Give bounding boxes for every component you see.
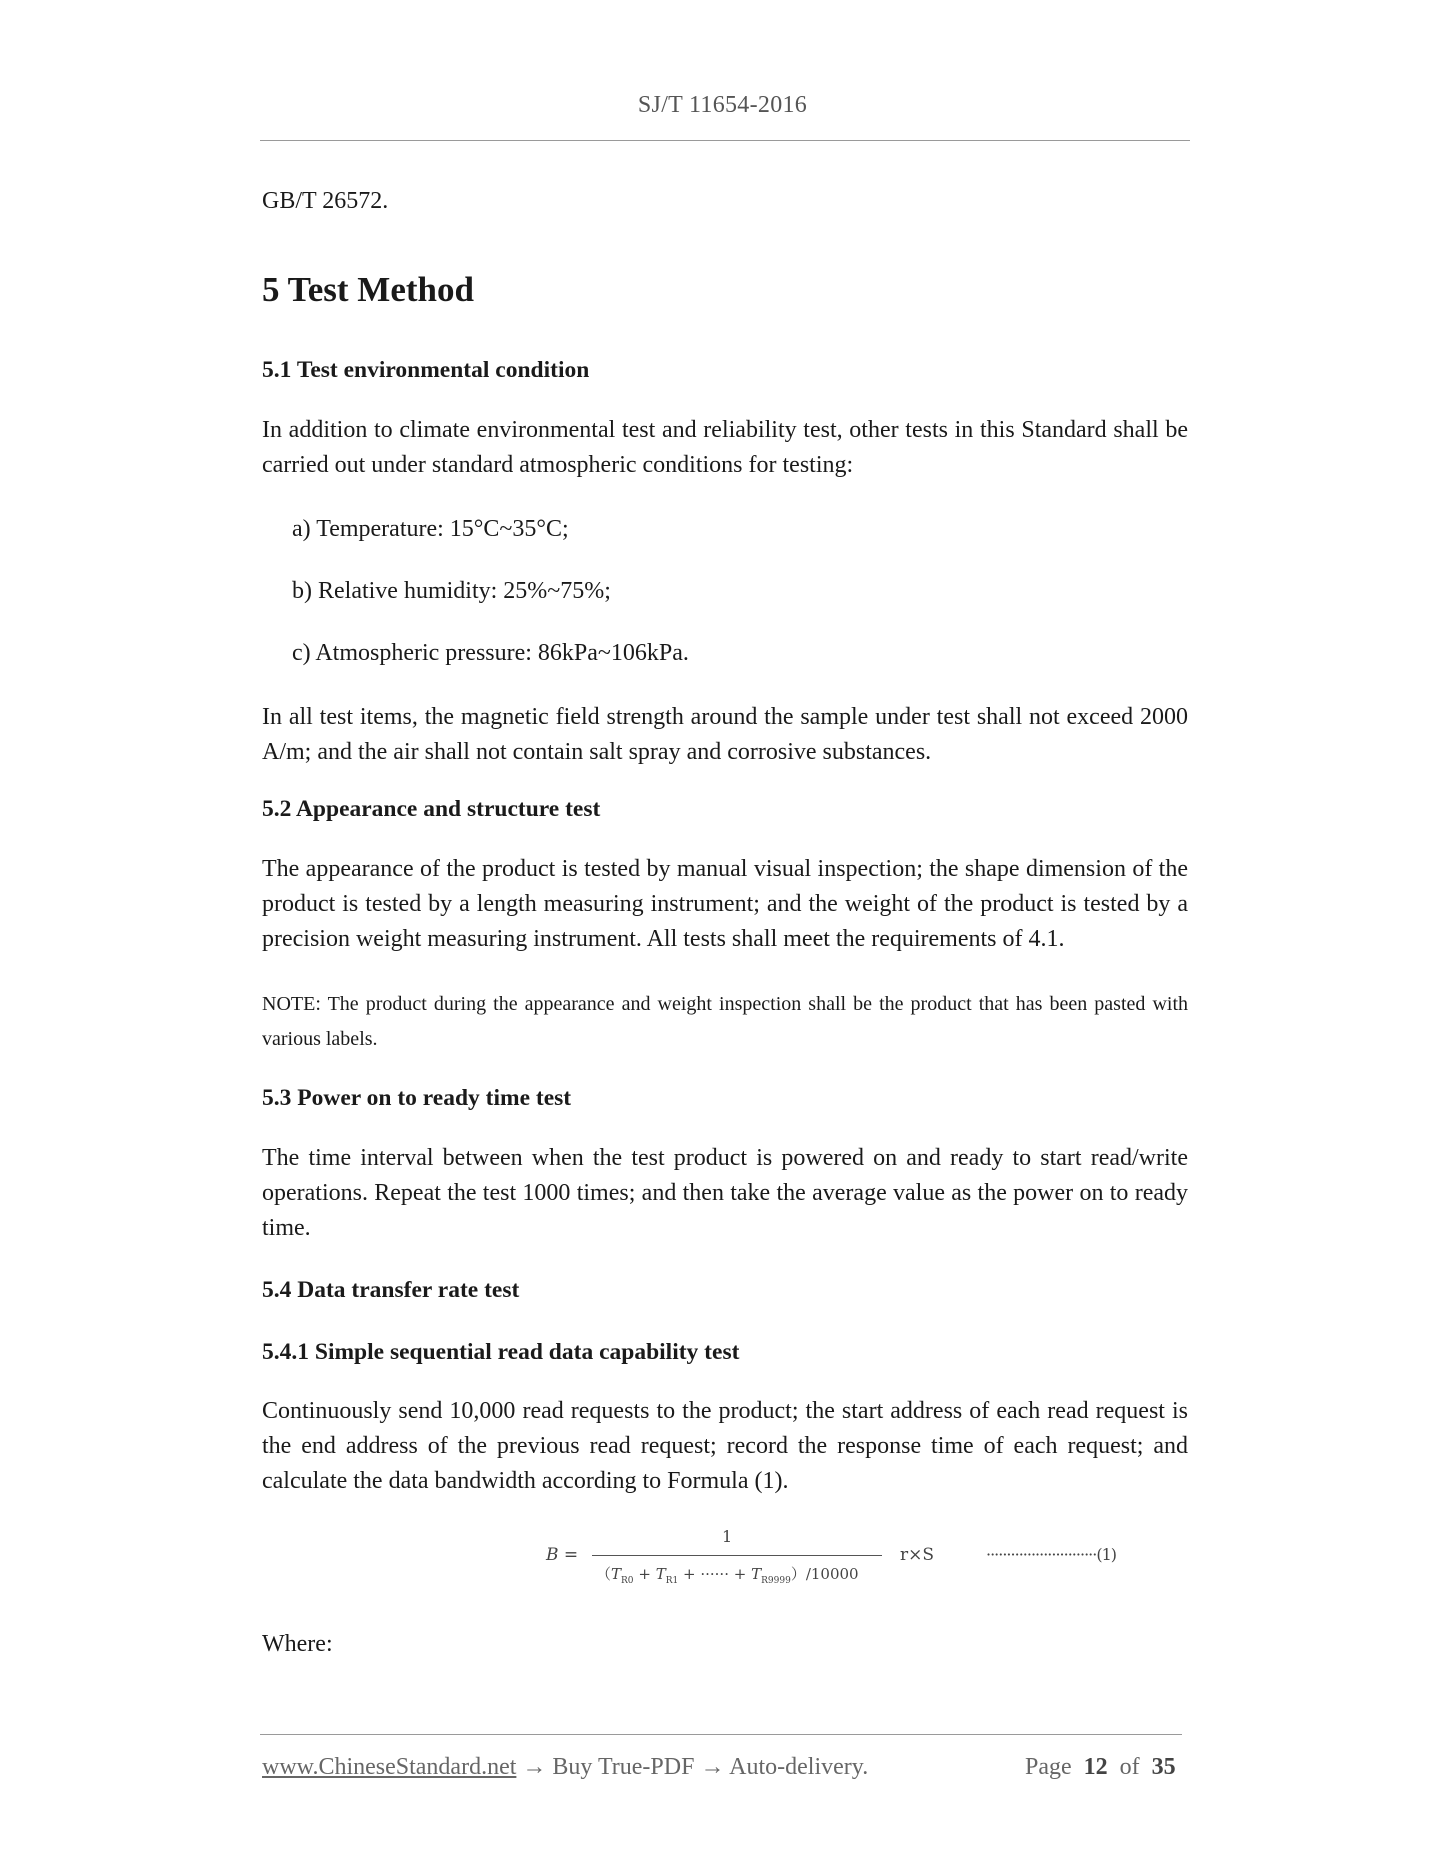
formula-rhs: r×S bbox=[900, 1545, 935, 1565]
total-pages: 35 bbox=[1151, 1754, 1176, 1780]
arrow-right-icon: → bbox=[700, 1754, 725, 1780]
formula-denominator: （$T_{R0} + T_{R1}$ + ······ + $T_{R9999})/10000$ bbox=[596, 1565, 859, 1586]
site-link[interactable]: www.ChineseStandard.net bbox=[262, 1754, 517, 1780]
formula-lhs: B = bbox=[546, 1545, 579, 1565]
current-page: 12 bbox=[1083, 1754, 1108, 1780]
footer-divider bbox=[260, 1734, 1182, 1735]
document-code-header: SJ/T 11654-2016 bbox=[637, 92, 808, 118]
subsection-5-1-intro: In addition to climate environmental test and reliability test, other tests in this Standard shall be carried out under standard atmospheric conditions for testing: bbox=[262, 417, 1188, 478]
subsection-5-2-note: NOTE: The product during the appearance and weight inspection shall be the product that has been pasted with various labels. bbox=[262, 993, 1188, 1050]
delivery-text: Auto-delivery. bbox=[729, 1754, 869, 1780]
header-divider bbox=[260, 140, 1190, 141]
buy-link: Buy True-PDF bbox=[552, 1754, 695, 1780]
condition-item-pressure: c) Atmospheric pressure: 86kPa~106kPa. bbox=[292, 640, 689, 666]
arrow-right-icon: → bbox=[522, 1754, 547, 1780]
fraction-bar bbox=[592, 1555, 882, 1556]
subsection-5-4-title: 5.4 Data transfer rate test bbox=[262, 1277, 520, 1303]
subsection-5-2-title: 5.2 Appearance and structure test bbox=[262, 796, 601, 822]
footer-promo bbox=[262, 1754, 868, 1781]
subsection-5-4-1-title: 5.4.1 Simple sequential read data capability test bbox=[262, 1339, 740, 1365]
subsection-5-1-after: In all test items, the magnetic field strength around the sample under test shall not exceed 2000 A/m; and the air shall not contain salt spray and corrosive substances. bbox=[262, 704, 1188, 765]
condition-item-humidity: b) Relative humidity: 25%~75%; bbox=[292, 578, 611, 604]
subsection-5-3-text: The time interval between when the test product is powered on and ready to start read/write operations. Repeat the test 1000 times; and then take the average value as the power on to ready time. bbox=[262, 1145, 1188, 1241]
formula-1 bbox=[540, 1525, 1190, 1595]
continuation-text: GB/T 26572. bbox=[262, 188, 389, 214]
condition-item-temperature: a) Temperature: 15°C~35°C; bbox=[292, 516, 569, 542]
subsection-5-1-title: 5.1 Test environmental condition bbox=[262, 357, 590, 383]
where-label: Where: bbox=[262, 1631, 333, 1657]
page-indicator: Page 12 of 35 bbox=[1025, 1754, 1176, 1780]
subsection-5-4-1-text: Continuously send 10,000 read requests to the product; the start address of each read request is the end address of the previous read request; record the response time of each request; and calculate the data bandwidth according to Formula (1). bbox=[262, 1398, 1188, 1494]
subsection-5-2-text: The appearance of the product is tested by manual visual inspection; the shape dimension of the product is tested by a length measuring instrument; and the weight of the product is tested by a precision weight measuring instrument. All tests shall meet the requirements of 4.1. bbox=[262, 856, 1188, 952]
formula-numerator: 1 bbox=[722, 1527, 733, 1546]
formula-number: ···························(1) bbox=[986, 1545, 1116, 1564]
section-title: 5 Test Method bbox=[262, 270, 474, 309]
subsection-5-3-title: 5.3 Power on to ready time test bbox=[262, 1085, 572, 1111]
